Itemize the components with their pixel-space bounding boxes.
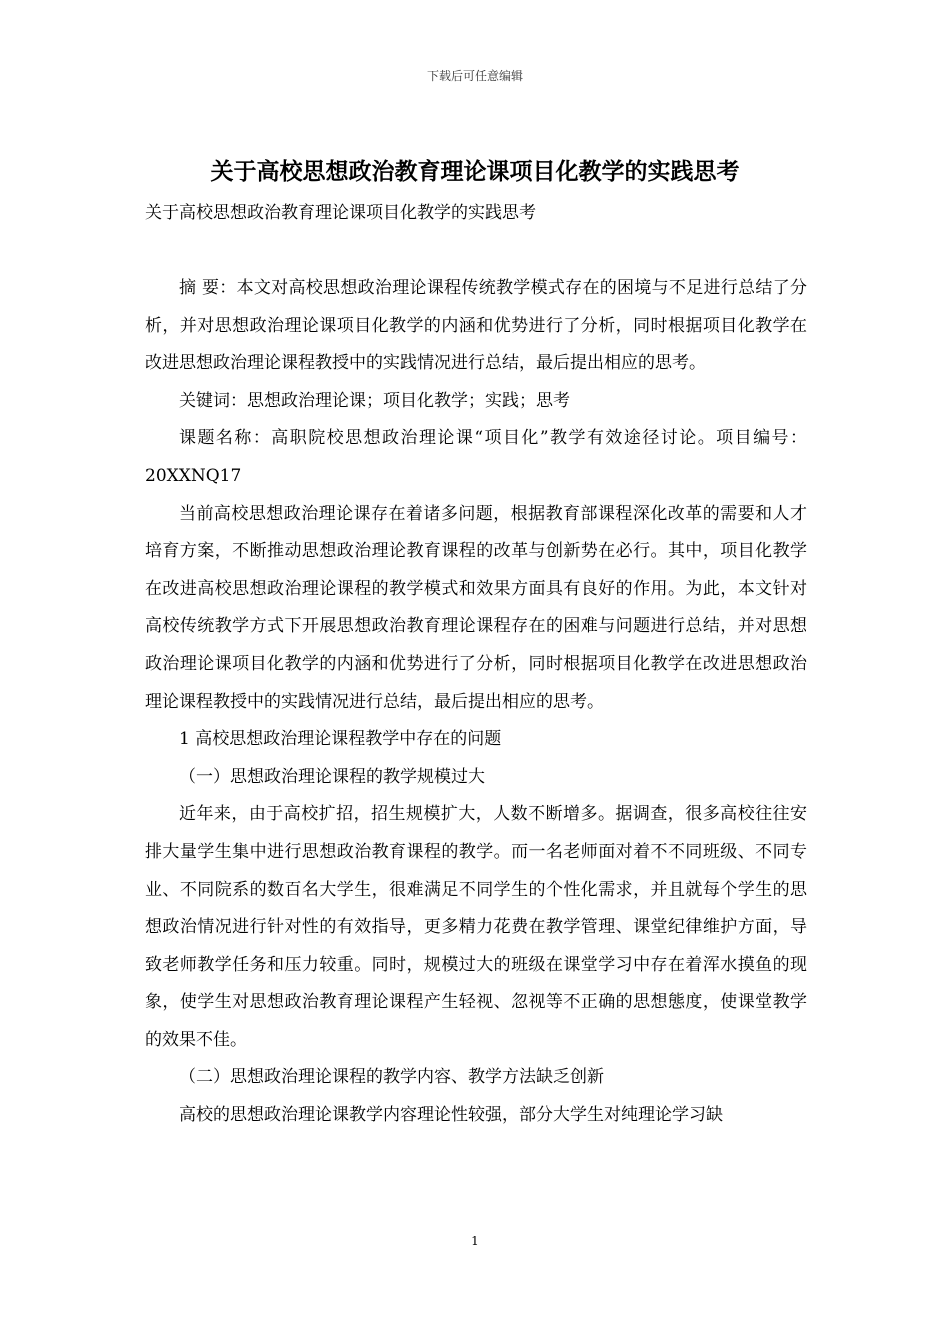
subsection-heading-1: （一）思想政治理论课程的教学规模过大 [179, 766, 485, 787]
document-title: 关于高校思想政治教育理论课项目化教学的实践思考 [210, 158, 740, 185]
subsection-heading-2: （二）思想政治理论课程的教学内容、教学方法缺乏创新 [179, 1067, 604, 1088]
project-info-paragraph: 课题名称：高职院校思想政治理论课“项目化”教学有效途径讨论。项目编号：20XXNQ17 [145, 428, 807, 486]
document-body [145, 270, 807, 1135]
page-header-note: 下载后可任意编辑 [426, 69, 523, 83]
intro-paragraph: 当前高校思想政治理论课存在着诸多问题，根据教育部课程深化改革的需要和人才培育方案，不断推动思想政治理论教育课程的改革与创新势在必行。其中，项目化教学在改进高校思想政治理论课程的教学模式和效果方面具有良好的作用。为此，本文针对高校传统教学方式下开展思想政治教育理论课程存在的困难与问题进行总结，并对思想政治理论课项目化教学的内涵和优势进行了分析，同时根据项目化教学在改进思想政治理论课程教授中的实践情况进行总结，最后提出相应的思考。 [145, 503, 807, 712]
abstract-paragraph: 摘 要：本文对高校思想政治理论课程传统教学模式存在的困境与不足进行总结了分析，并对思想政治理论课项目化教学的内涵和优势进行了分析，同时根据项目化教学在改进思想政治理论课程教授中的实践情况进行总结，最后提出相应的思考。 [145, 278, 807, 374]
keywords-paragraph: 关键词：思想政治理论课；项目化教学；实践；思考 [179, 390, 570, 411]
section-heading-1: 1 高校思想政治理论课程教学中存在的问题 [179, 729, 502, 750]
body-paragraph: 高校的思想政治理论课教学内容理论性较强，部分大学生对纯理论学习缺 [179, 1105, 723, 1126]
page-number: 1 [471, 1234, 479, 1248]
body-paragraph: 近年来，由于高校扩招，招生规模扩大，人数不断增多。据调查，很多高校往往安排大量学生集中进行思想政治教育课程的教学。而一名老师面对着不不同班级、不同专业、不同院系的数百名大学生，很难满足不同学生的个性化需求，并且就每个学生的思想政治情况进行针对性的有效指导，更多精力花费在教学管理、课堂纪律维护方面，导致老师教学任务和压力较重。同时，规模过大的班级在课堂学习中存在着浑水摸鱼的现象，使学生对思想政治教育理论课程产生轻视、忽视等不正确的思想態度，使课堂教学的效果不佳。 [145, 804, 807, 1050]
document-subtitle: 关于高校思想政治教育理论课项目化教学的实践思考 [145, 203, 536, 223]
